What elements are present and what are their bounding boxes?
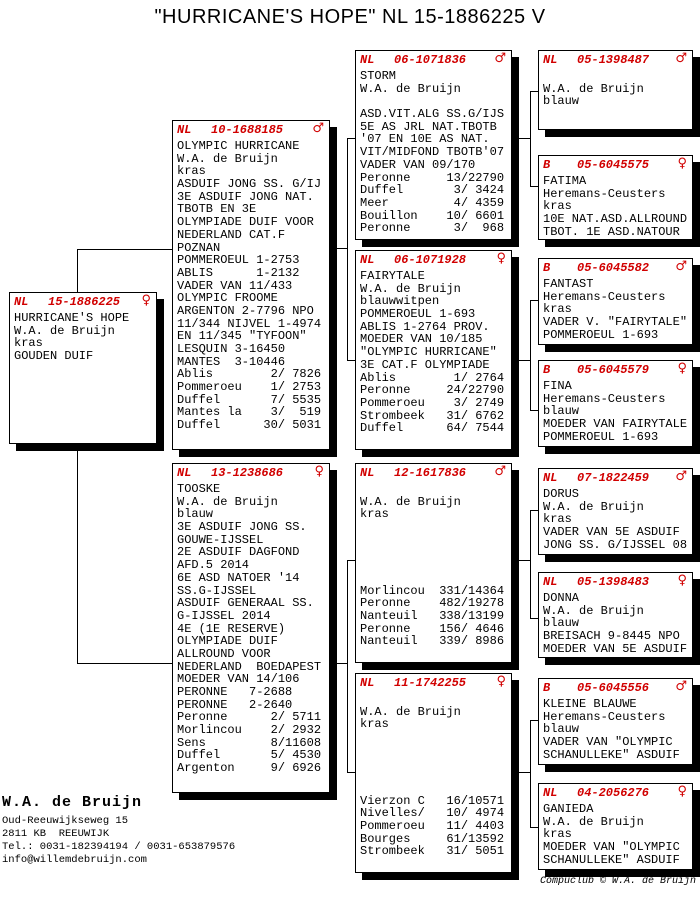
box-text-line: Heremans-Ceusters [543, 391, 666, 406]
box-text-line: W.A. de Bruijn [543, 814, 644, 829]
connector-line [513, 360, 530, 361]
box-text-line: OLYMPIADE DUIF [177, 634, 278, 649]
ring-number: 04-2056276 [577, 786, 650, 800]
box-text-line: FANTAST [543, 277, 594, 291]
connector-line [347, 772, 355, 773]
box-text-line: blauwwitpen [360, 294, 440, 309]
box-text-line: "OLYMPIC HURRICANE" [360, 345, 497, 360]
box-text-line: W.A. de Bruijn [360, 81, 461, 96]
box-text-line: HURRICANE'S HOPE [14, 311, 130, 325]
box-text-line [360, 546, 508, 559]
box-text-line: VIT/MIDFOND TBOTB'07 [360, 145, 505, 160]
box-header [539, 156, 692, 174]
sex-icon: ♀ [677, 361, 687, 376]
box-text-line: Peronne 13/22790 [360, 170, 505, 185]
box-lines [539, 591, 692, 655]
box-text-line: 3E CAT.F OLYMPIADE [360, 357, 490, 372]
box-text-line: GANIEDA [543, 802, 594, 816]
box-text-line: 3E ASDUIF JONG NAT. [177, 189, 314, 204]
box-text-line: FATIMA [543, 174, 587, 188]
sex-icon: ♂ [675, 679, 687, 694]
connector-line [331, 663, 347, 664]
box-header [539, 361, 692, 379]
box-text-line: Peronne 24/22790 [360, 383, 505, 398]
country-code: NL [177, 466, 192, 480]
box-text-line: STORM [360, 69, 397, 83]
pedigree-box-great-grandmother-4 [538, 783, 693, 870]
box-text-line: Peronne 3/ 968 [360, 221, 505, 236]
ring-number: 05-6045582 [577, 261, 650, 275]
ring-number: 05-1398487 [577, 53, 650, 67]
ring-number: 05-6045575 [577, 158, 650, 172]
pedigree-box-great-grandmother-3 [538, 572, 693, 658]
box-text-line: '07 EN 10E AS NAT. [360, 132, 490, 147]
pedigree-box-great-grandfather-4 [538, 678, 693, 765]
box-text-line: ABLIS 1-2132 [177, 265, 300, 280]
box-text-line: MOEDER VAN "OLYMPIC [543, 840, 680, 855]
connector-line [530, 510, 538, 511]
box-text-line [360, 521, 508, 534]
ring-number: 10-1688185 [211, 123, 284, 137]
box-lines [539, 379, 692, 443]
box-text-line: kras [14, 336, 43, 351]
box-text-line: Pommeroeu 11/ 4403 [360, 818, 505, 833]
box-text-line: Pommeroeu 1/ 2753 [177, 380, 322, 395]
box-text-line: Heremans-Ceusters [543, 709, 666, 724]
box-text-line: ARGENTON 2-7796 NPO [177, 303, 314, 318]
box-header [356, 251, 511, 269]
box-text-line: SCHANULLEKE" ASDUIF [543, 852, 680, 867]
box-text-line [360, 559, 508, 572]
pedigree-box-mother [172, 463, 330, 793]
box-lines [539, 277, 692, 341]
owner-address-line2: 2811 KB REEUWIJK [2, 828, 110, 840]
box-text-line: Duffel 64/ 7544 [360, 421, 505, 436]
connector-line [530, 91, 538, 92]
box-text-line: W.A. de Bruijn [177, 151, 278, 166]
country-code: NL [543, 471, 558, 485]
connector-line [530, 300, 531, 411]
box-text-line: ASD.VIT.ALG SS.G/IJS [360, 107, 505, 122]
box-lines [356, 482, 511, 648]
box-lines [539, 697, 692, 761]
box-text-line: Vierzon C 16/10571 [360, 793, 505, 808]
box-header [539, 51, 692, 69]
box-text-line: MOEDER VAN 5E ASDUIF [543, 641, 688, 656]
box-text-line [360, 744, 508, 757]
box-header [173, 464, 329, 482]
box-text-line: TBOTB EN 3E [177, 202, 257, 217]
box-text-line: GOUDEN DUIF [14, 349, 94, 364]
sex-icon: ♂ [494, 51, 506, 66]
sex-icon: ♂ [494, 464, 506, 479]
sex-icon: ♀ [141, 293, 151, 308]
box-text-line: W.A. de Bruijn [543, 603, 644, 618]
connector-line [530, 618, 538, 619]
ring-number: 11-1742255 [394, 676, 467, 690]
box-text-line: W.A. de Bruijn [360, 704, 461, 719]
box-text-line: Strombeek 31/ 6762 [360, 408, 505, 423]
box-text-line: EN 11/345 "TYFOON" [177, 329, 307, 344]
box-header [173, 121, 329, 139]
box-text-line: 3E ASDUIF JONG SS. [177, 520, 307, 535]
box-text-line: PERONNE 7-2688 [177, 685, 293, 699]
connector-line [347, 560, 348, 773]
country-code: B [543, 681, 551, 695]
connector-line [513, 138, 530, 139]
box-text-line: POMMEROEUL 1-693 [543, 429, 659, 444]
connector-line [530, 186, 538, 187]
connector-line [530, 510, 531, 619]
box-text-line: Mantes la 3/ 519 [177, 405, 322, 420]
box-header [539, 784, 692, 802]
box-header [539, 259, 692, 277]
box-text-line: OLYMPIC HURRICANE [177, 139, 300, 153]
box-header [10, 293, 156, 311]
box-text-line: Strombeek 31/ 5051 [360, 844, 505, 859]
box-lines [539, 802, 692, 866]
box-text-line: OLYMPIC FROOME [177, 291, 278, 306]
pedigree-box-grandmother-paternal [355, 250, 512, 450]
country-code: B [543, 363, 551, 377]
box-text-line: 4E (1E RESERVE) [177, 621, 286, 636]
box-text-line: kras [177, 164, 206, 179]
ring-number: 12-1617836 [394, 466, 467, 480]
box-header [539, 679, 692, 697]
box-text-line: W.A. de Bruijn [360, 281, 461, 296]
connector-line [530, 720, 538, 721]
box-text-line: ALLROUND VOOR [177, 646, 271, 661]
box-text-line: Argenton 9/ 6926 [177, 761, 322, 776]
box-text-line: VADER VAN 11/433 [177, 278, 293, 293]
box-text-line: Meer 4/ 4359 [360, 195, 505, 210]
owner-name: W.A. de Bruijn [2, 794, 143, 811]
box-lines [539, 174, 692, 238]
country-code: NL [360, 53, 375, 67]
owner-address-line1: Oud-Reeuwijkseweg 15 [2, 815, 129, 827]
box-text-line [360, 731, 508, 744]
ring-number: 06-1071928 [394, 253, 467, 267]
box-header [539, 573, 692, 591]
box-text-line: Bouillon 10/ 6601 [360, 208, 505, 223]
box-text-line [360, 769, 508, 782]
box-text-line: blauw [543, 722, 580, 737]
box-lines [356, 69, 511, 235]
sex-icon: ♀ [677, 573, 687, 588]
box-text-line: kras [543, 199, 572, 214]
pedigree-box-great-grandfather-3 [538, 468, 693, 555]
box-text-line: VADER VAN 5E ASDUIF [543, 525, 680, 540]
box-text-line: VADER V. "FAIRYTALE" [543, 315, 688, 330]
box-text-line: FAIRYTALE [360, 269, 425, 283]
box-text-line: Duffel 3/ 3424 [360, 183, 505, 198]
box-text-line [360, 756, 508, 769]
box-lines [539, 69, 692, 108]
page-title: "HURRICANE'S HOPE" NL 15-1886225 V [154, 6, 546, 28]
box-text-line: Peronne 482/19278 [360, 596, 505, 611]
box-text-line: 11/344 NIJVEL 1-4974 [177, 316, 322, 331]
box-text-line: blauw [543, 616, 580, 631]
box-text-line: Duffel 5/ 4530 [177, 748, 322, 763]
box-text-line: Morlincou 331/14364 [360, 583, 505, 598]
box-text-line: MOEDER VAN 14/106 [177, 672, 300, 687]
sex-icon: ♂ [312, 121, 324, 136]
connector-line [530, 91, 531, 187]
box-text-line: 6E ASD NATOER '14 [177, 570, 300, 585]
box-text-line [360, 534, 508, 547]
box-text-line: Ablis 1/ 2764 [360, 370, 505, 385]
country-code: NL [360, 676, 375, 690]
sex-icon: ♀ [677, 156, 687, 171]
box-text-line: kras [543, 512, 572, 527]
box-text-line: LESQUIN 3-16450 [177, 342, 286, 356]
country-code: NL [543, 786, 558, 800]
box-text-line: Duffel 7/ 5535 [177, 392, 322, 407]
box-text-line [360, 572, 508, 585]
box-text-line: POZNAN [177, 240, 221, 255]
box-lines [10, 311, 156, 363]
box-text-line: 10E NAT.ASD.ALLROUND [543, 212, 688, 227]
box-text-line: W.A. de Bruijn [177, 494, 278, 509]
box-text-line: POMMEROEUL 1-693 [360, 307, 476, 322]
box-text-line: Morlincou 2/ 2932 [177, 723, 322, 738]
box-lines [539, 487, 692, 551]
box-text-line: TOOSKE [177, 482, 221, 496]
country-code: NL [543, 53, 558, 67]
box-lines [356, 269, 511, 435]
box-text-line: Nivelles/ 10/ 4974 [360, 806, 505, 821]
box-text-line: Bourges 61/13592 [360, 831, 505, 846]
owner-email: info@willemdebruijn.com [2, 854, 147, 866]
country-code: B [543, 158, 551, 172]
box-lines [173, 139, 329, 432]
box-lines [173, 482, 329, 775]
box-text-line: blauw [177, 507, 214, 522]
box-text-line [360, 693, 508, 706]
box-text-line: blauw [543, 94, 580, 109]
country-code: NL [543, 575, 558, 589]
box-text-line: Nanteuil 339/ 8986 [360, 634, 505, 649]
box-text-line: Heremans-Ceusters [543, 186, 666, 201]
box-text-line: Peronne 2/ 5711 [177, 710, 322, 725]
box-text-line: kras [360, 507, 389, 522]
ring-number: 06-1071836 [394, 53, 467, 67]
pedigree-box-great-grandfather-2 [538, 258, 693, 345]
country-code: B [543, 261, 551, 275]
box-text-line: 2E ASDUIF DAGFOND [177, 545, 300, 560]
pedigree-box-great-grandfather-1 [538, 50, 693, 130]
connector-line [513, 560, 530, 561]
box-text-line: Heremans-Ceusters [543, 289, 666, 304]
box-text-line: MANTES 3-10446 [177, 354, 286, 369]
box-text-line: GOUWE-IJSSEL [177, 532, 264, 547]
pedigree-box-father [172, 120, 330, 450]
country-code: NL [14, 295, 29, 309]
connector-line [530, 720, 531, 828]
pedigree-box-subject [9, 292, 157, 444]
box-text-line: FINA [543, 379, 572, 393]
box-text-line: DONNA [543, 591, 580, 605]
box-text-line: W.A. de Bruijn [14, 323, 115, 338]
box-text-line [543, 70, 689, 83]
box-text-line: Nanteuil 338/13199 [360, 608, 505, 623]
box-text-line: KLEINE BLAUWE [543, 697, 637, 711]
connector-line [347, 560, 355, 561]
connector-line [347, 360, 355, 361]
pedigree-box-great-grandmother-1 [538, 155, 693, 240]
box-text-line: Duffel 30/ 5031 [177, 418, 322, 433]
box-text-line: DORUS [543, 487, 580, 501]
sex-icon: ♂ [675, 259, 687, 274]
box-text-line: Peronne 156/ 4646 [360, 621, 505, 636]
owner-phone: Tel.: 0031-182394194 / 0031-653879576 [2, 841, 236, 853]
box-header [356, 51, 511, 69]
box-header [356, 674, 511, 692]
box-text-line: 5E AS JRL NAT.TBOTB [360, 119, 497, 134]
connector-line [513, 772, 530, 773]
box-text-line: MOEDER VAN 10/185 [360, 332, 483, 347]
pedigree-box-grandfather-maternal [355, 463, 512, 663]
box-text-line: POMMEROEUL 1-2753 [177, 253, 300, 268]
ring-number: 07-1822459 [577, 471, 650, 485]
box-text-line: NEDERLAND CAT.F [177, 227, 286, 242]
connector-line [347, 138, 348, 361]
connector-line [530, 300, 538, 301]
box-text-line: Pommeroeu 3/ 2749 [360, 395, 505, 410]
ring-number: 05-1398483 [577, 575, 650, 589]
box-text-line: W.A. de Bruijn [543, 499, 644, 514]
box-text-line: PERONNE 2-2640 [177, 697, 293, 712]
pedigree-box-great-grandmother-2 [538, 360, 693, 447]
sex-icon: ♂ [675, 51, 687, 66]
compuclub-credit: Compuclub © W.A. de Bruijn [539, 876, 696, 887]
box-text-line: SS.G-IJSSEL [177, 583, 257, 598]
ring-number: 05-6045579 [577, 363, 650, 377]
sex-icon: ♀ [314, 464, 324, 479]
box-text-line: Sens 8/11608 [177, 735, 322, 750]
box-text-line: TBOT. 1E ASD.NATOUR [543, 224, 680, 239]
box-text-line: ABLIS 1-2764 PROV. [360, 319, 490, 334]
sex-icon: ♀ [677, 784, 687, 799]
box-text-line: kras [543, 827, 572, 842]
box-text-line: ASDUIF GENERAAL SS. [177, 596, 314, 611]
box-header [539, 469, 692, 487]
connector-line [530, 410, 538, 411]
connector-line [530, 827, 538, 828]
box-text-line: JONG SS. G/IJSSEL 08 [543, 537, 688, 552]
box-lines [356, 692, 511, 858]
country-code: NL [360, 466, 375, 480]
connector-line [77, 663, 172, 664]
box-text-line: POMMEROEUL 1-693 [543, 327, 659, 342]
country-code: NL [177, 123, 192, 137]
box-text-line [360, 483, 508, 496]
sex-icon: ♀ [496, 251, 506, 266]
box-text-line: kras [543, 302, 572, 317]
box-text-line: W.A. de Bruijn [543, 81, 644, 96]
sex-icon: ♀ [496, 674, 506, 689]
connector-line [347, 138, 355, 139]
country-code: NL [360, 253, 375, 267]
box-text-line [360, 782, 508, 795]
box-text-line: ASDUIF JONG SS. G/IJ [177, 177, 322, 192]
pedigree-box-grandfather-paternal [355, 50, 512, 240]
box-text-line: VADER VAN 09/170 [360, 157, 476, 172]
ring-number: 15-1886225 [48, 295, 121, 309]
pedigree-box-grandmother-maternal [355, 673, 512, 873]
ring-number: 13-1238686 [211, 466, 284, 480]
box-text-line: AFD.5 2014 [177, 558, 250, 573]
sex-icon: ♂ [675, 469, 687, 484]
box-text-line: G-IJSSEL 2014 [177, 608, 271, 623]
connector-line [331, 248, 347, 249]
box-text-line: VADER VAN "OLYMPIC [543, 735, 673, 750]
box-text-line: NEDERLAND BOEDAPEST [177, 659, 322, 674]
connector-line [77, 249, 172, 250]
box-text-line: MOEDER VAN FAIRYTALE [543, 417, 688, 432]
box-text-line: BREISACH 9-8445 NPO [543, 629, 680, 644]
box-header [356, 464, 511, 482]
box-text-line: kras [360, 717, 389, 732]
box-text-line: OLYMPIADE DUIF VOOR [177, 215, 314, 230]
box-text-line: SCHANULLEKE" ASDUIF [543, 747, 680, 762]
box-text-line: W.A. de Bruijn [360, 494, 461, 509]
box-text-line: blauw [543, 404, 580, 419]
ring-number: 05-6045556 [577, 681, 650, 695]
box-text-line: Ablis 2/ 7826 [177, 367, 322, 382]
